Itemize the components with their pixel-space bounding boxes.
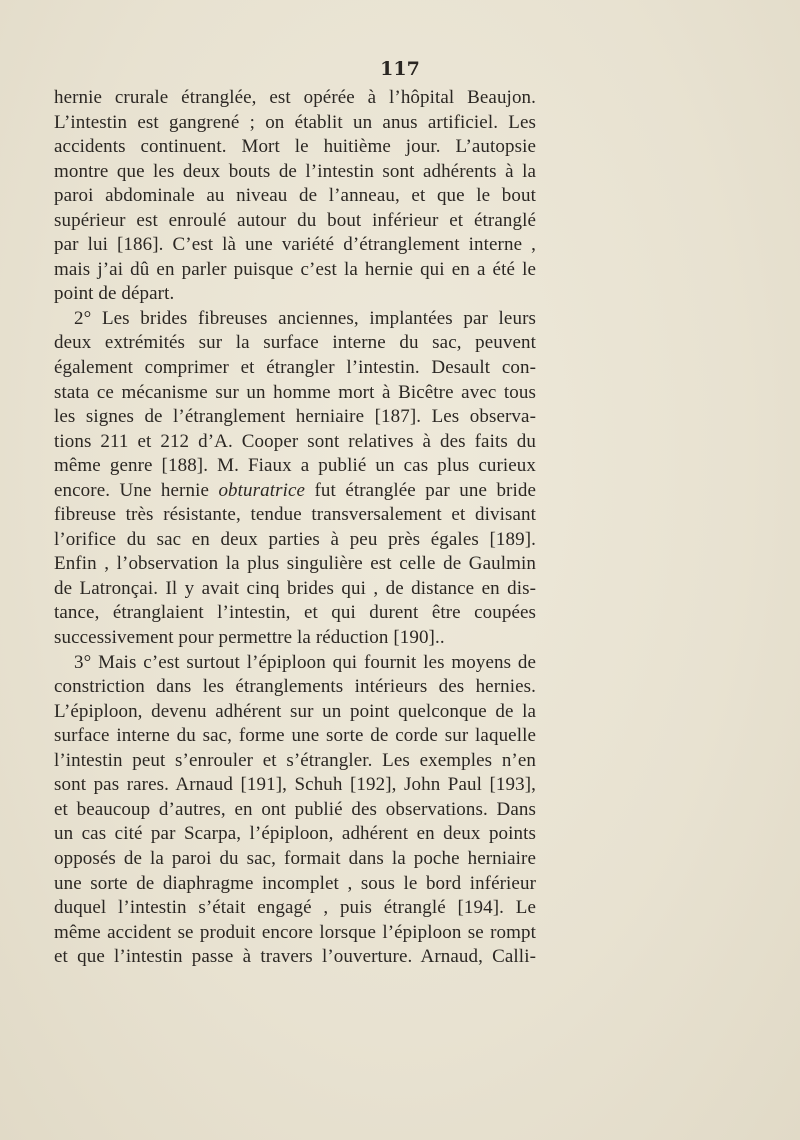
text-line: paroi abdominale au niveau de l’anneau, et que le bout [54, 185, 536, 207]
text-line: successivement pour permettre la réduction [190].. [54, 627, 445, 649]
text-line: opposés de la paroi du sac, formait dans la poche herniaire [54, 847, 536, 869]
text-line: point de départ. [54, 283, 175, 305]
text-line: même genre [188]. M. Fiaux a publié un cas plus curieux [54, 455, 536, 477]
text-line: également comprimer et étrangler l’intestin. Desault con- [54, 357, 536, 379]
text-segment: encore. Une hernie [54, 479, 219, 501]
text-line: et beaucoup d’autres, en ont publié des observations. Dans [54, 798, 536, 820]
text-line: l’orifice du sac en deux parties à peu près égales [189]. [54, 528, 536, 550]
text-line: surface interne du sac, forme une sorte de corde sur laquelle [54, 725, 536, 747]
text-line: 3° Mais c’est surtout l’épiploon qui fournit les moyens de [74, 651, 536, 673]
text-line: l’intestin peut s’enrouler et s’étrangler. Les exemples n’en [54, 749, 536, 771]
text-line: une sorte de diaphragme incomplet , sous le bord inférieur [54, 872, 536, 894]
text-line: et que l’intestin passe à travers l’ouverture. Arnaud, Calli- [54, 946, 536, 968]
text-line: sont pas rares. Arnaud [191], Schuh [192], John Paul [193], [54, 774, 536, 796]
text-line: un cas cité par Scarpa, l’épiploon, adhérent en deux points [54, 823, 536, 845]
text-line: hernie crurale étranglée, est opérée à l’hôpital Beaujon. [54, 87, 536, 108]
text-line: mais j’ai dû en parler puisque c’est la hernie qui en a été le [54, 258, 536, 280]
text-line: L’intestin est gangrené ; on établit un anus artificiel. Les [54, 111, 536, 133]
body-text [54, 86, 536, 970]
text-line: constriction dans les étranglements intérieurs des hernies. [54, 676, 536, 698]
text-line: montre que les deux bouts de l’intestin sont adhérents à la [54, 160, 536, 182]
text-line: L’épiploon, devenu adhérent sur un point quelconque de la [54, 700, 536, 722]
text-line: de Latronçai. Il y avait cinq brides qui , de distance en dis- [54, 577, 536, 599]
italic-term: obturatrice [218, 479, 306, 501]
text-line: par lui [186]. C’est là une variété d’étranglement interne , [54, 234, 536, 256]
text-line [54, 479, 536, 504]
text-line: deux extrémités sur la surface interne du sac, peuvent [54, 332, 536, 354]
text-line: Enfin , l’observation la plus singulière est celle de Gaulmin [54, 553, 536, 575]
text-line: 2° Les brides fibreuses anciennes, implantées par leurs [74, 307, 536, 329]
text-line: supérieur est enroulé autour du bout inférieur et étranglé [54, 209, 536, 231]
page-number: 117 [380, 58, 420, 80]
text-line: tions 211 et 212 d’A. Cooper sont relatives à des faits du [54, 430, 536, 452]
text-segment: fut étranglée par une bride [305, 479, 536, 501]
text-line: même accident se produit encore lorsque l’épiploon se rompt [54, 921, 536, 943]
text-line: duquel l’intestin s’était engagé , puis étranglé [194]. Le [54, 897, 536, 919]
text-line: les signes de l’étranglement herniaire [187]. Les observa- [54, 406, 536, 428]
text-line: stata ce mécanisme sur un homme mort à Bicêtre avec tous [54, 381, 536, 403]
text-line: accidents continuent. Mort le huitième jour. L’autopsie [54, 136, 536, 158]
text-line: fibreuse très résistante, tendue transversalement et divisant [54, 504, 536, 526]
text-line: tance, étranglaient l’intestin, et qui durent être coupées [54, 602, 536, 624]
